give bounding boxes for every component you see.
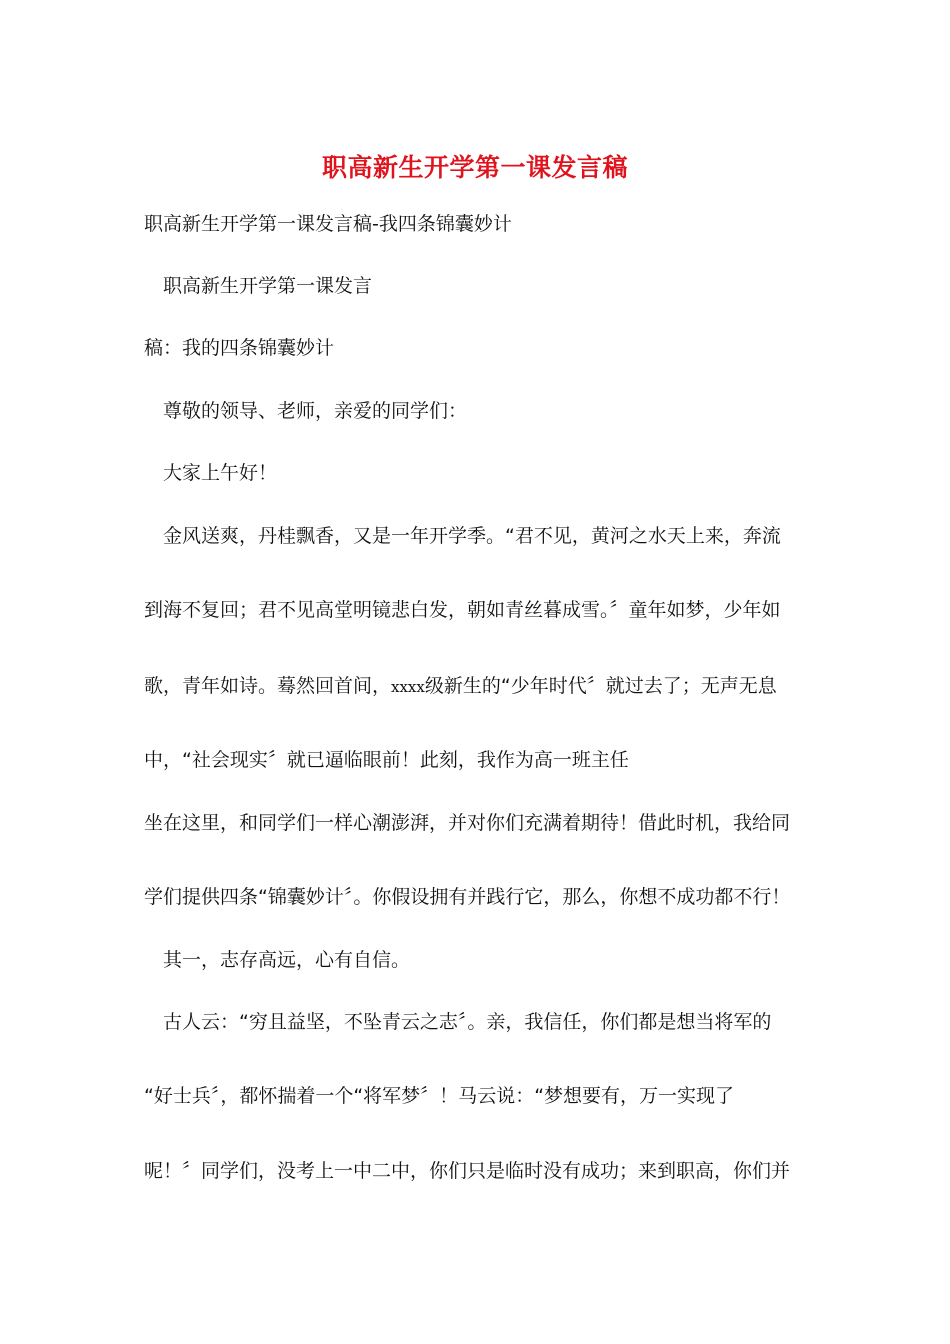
- line-segment: 歌，青年如诗。蓦然回首间，: [144, 675, 392, 697]
- paragraph-line: 稿：我的四条锦囊妙计: [144, 337, 335, 359]
- paragraph-line: 学们提供四条“锦囊妙计〞。你假设拥有并践行它，那么，你想不成功都不行！: [144, 886, 791, 908]
- paragraph-line: [144, 672, 777, 701]
- paragraph-line: 大家上午好！: [163, 462, 278, 484]
- paragraph-line: 尊敬的领导、老师，亲爱的同学们：: [163, 400, 468, 422]
- paragraph-line: 呢！〞同学们，没考上一中二中，你们只是临时没有成功；来到职高，你们并: [144, 1160, 791, 1182]
- paragraph-line: 到海不复回；君不见高堂明镜悲白发，朝如青丝暮成雪。〞童年如梦，少年如: [144, 599, 781, 621]
- paragraph-line: 职高新生开学第一课发言: [163, 275, 373, 297]
- paragraph-line: 中，“社会现实〞就已逼临眼前！此刻，我作为高一班主任: [144, 749, 629, 771]
- grade-placeholder: xxxx: [391, 678, 425, 696]
- document-title: 职高新生开学第一课发言稿: [321, 153, 628, 182]
- paragraph-line: 古人云：“穷且益坚，不坠青云之志〞。亲，我信任，你们都是想当将军的: [163, 1011, 772, 1033]
- paragraph-line: 其一，志存高远，心有自信。: [163, 949, 411, 971]
- line-segment: 级新生的“少年时代〞就过去了；无声无息: [424, 675, 777, 697]
- paragraph-line: 金风送爽，丹桂飘香，又是一年开学季。“君不见，黄河之水天上来，奔流: [163, 525, 781, 547]
- paragraph-line: “好士兵〞，都怀揣着一个“将军梦〞！马云说：“梦想要有，万一实现了: [144, 1085, 735, 1107]
- paragraph-line: 坐在这里，和同学们一样心潮澎湃，并对你们充满着期待！借此时机，我给同: [144, 812, 791, 834]
- paragraph-line: 职高新生开学第一课发言稿-我四条锦囊妙计: [144, 213, 512, 235]
